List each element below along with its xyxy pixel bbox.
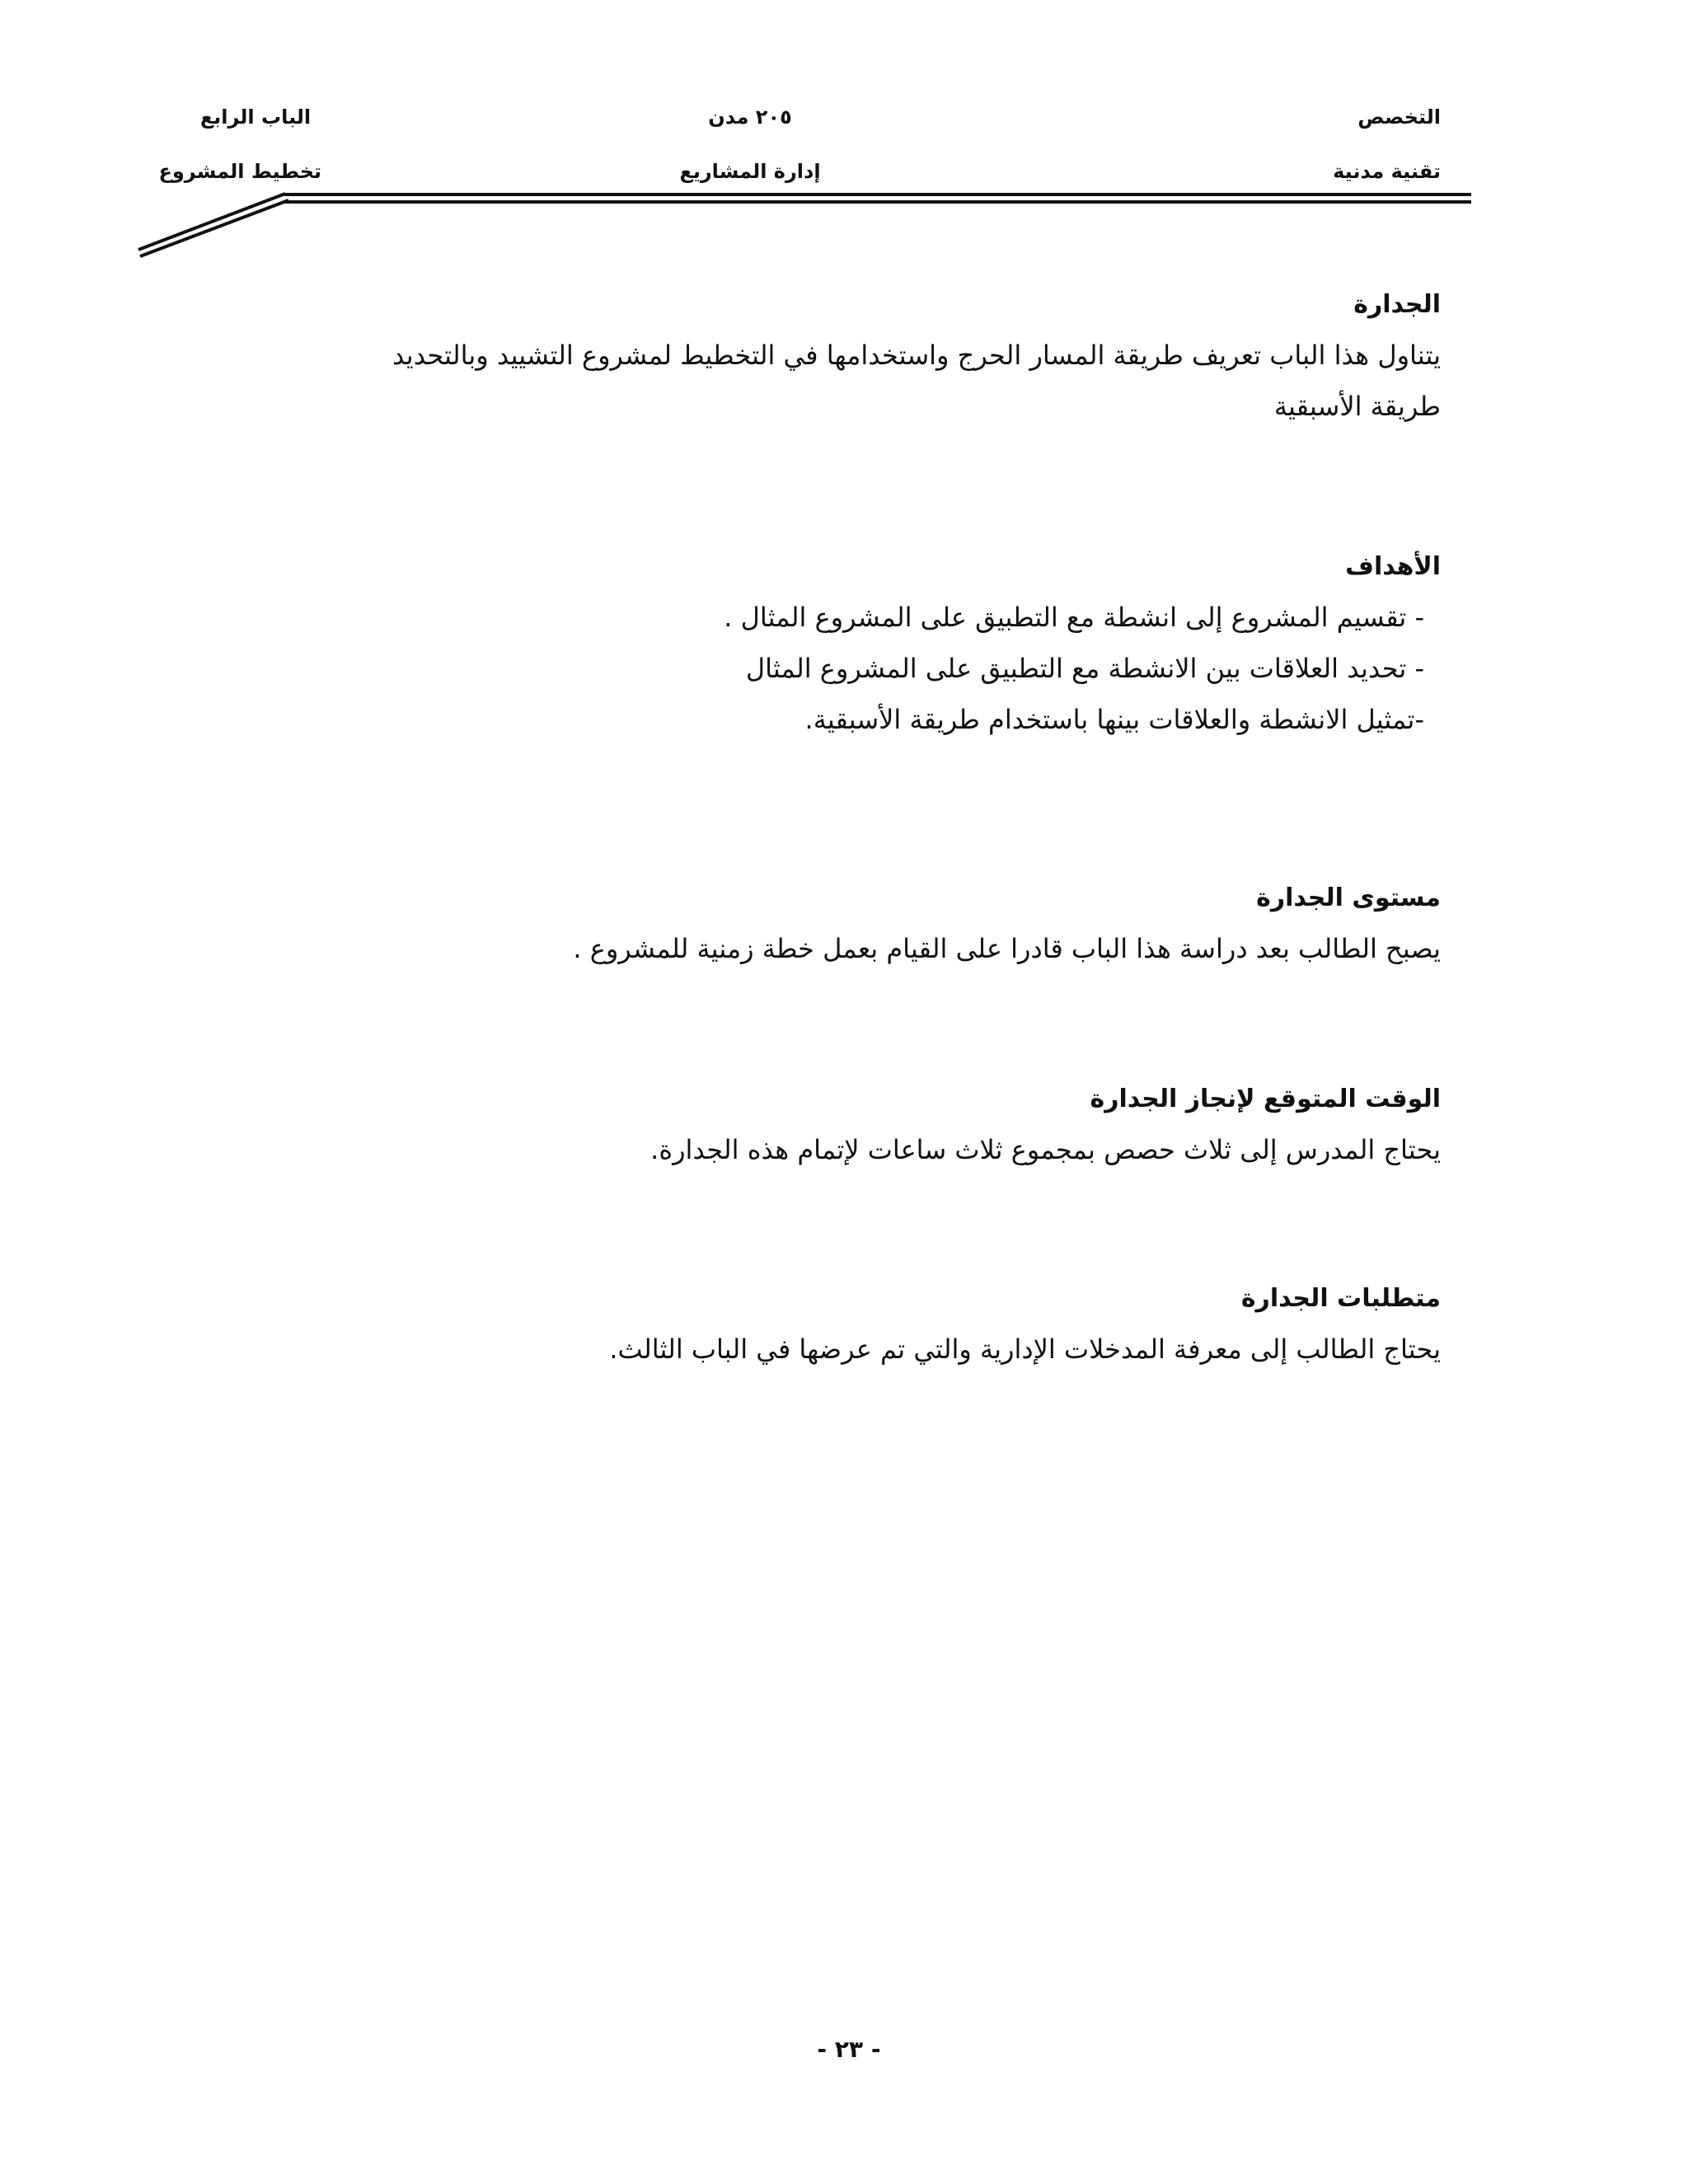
section-time — [89, 1081, 1441, 1175]
header-rule-top — [284, 193, 1471, 196]
objective-item: -تمثيل الانشطة والعلاقات بينها باستخدام طريقة الأسبقية. — [804, 704, 1424, 735]
header-specialty-value: تقنية مدنية — [1333, 160, 1441, 183]
section-title-time: الوقت المتوقع لإنجاز الجدارة — [1090, 1085, 1441, 1113]
section-objectives — [89, 549, 1441, 745]
competency-text-line2: طريقة الأسبقية — [1273, 391, 1441, 422]
objective-item: - تحديد العلاقات بين الانشطة مع التطبيق على المشروع المثال — [745, 653, 1424, 684]
competency-text-line1: يتناول هذا الباب تعريف طريقة المسار الحرج واستخدامها في التخطيط لمشروع التشييد وبالتحديد — [392, 340, 1441, 371]
section-title-level: مستوى الجدارة — [1256, 883, 1441, 912]
section-title-competency: الجدارة — [1353, 290, 1441, 319]
header-course-code: ٢٠٥ مدن — [708, 105, 792, 129]
page-number: - ٢٣ - — [817, 2036, 881, 2063]
header-chapter-label: الباب الرابع — [199, 105, 312, 129]
objective-item: - تقسيم المشروع إلى انشطة مع التطبيق على المشروع المثال . — [724, 602, 1424, 633]
header-diagonal-decoration — [132, 185, 297, 260]
section-requirements — [89, 1281, 1441, 1375]
header-specialty-label: التخصص — [1357, 105, 1441, 129]
requirements-text: يحتاج الطالب إلى معرفة المدخلات الإدارية والتي تم عرضها في الباب الثالث. — [609, 1333, 1441, 1365]
section-title-objectives: الأهداف — [1345, 552, 1441, 581]
section-title-requirements: متطلبات الجدارة — [1240, 1284, 1441, 1313]
header-course-name: إدارة المشاريع — [679, 160, 821, 183]
section-level — [89, 880, 1441, 974]
section-competency — [89, 287, 1441, 432]
header-rule-bottom — [284, 200, 1471, 204]
time-text: يحتاج المدرس إلى ثلاث حصص بمجموع ثلاث ساعات لإتمام هذه الجدارة. — [650, 1134, 1441, 1165]
level-text: يصبح الطالب بعد دراسة هذا الباب قادرا على القيام بعمل خطة زمنية للمشروع . — [573, 933, 1441, 964]
header-chapter-title: تخطيط المشروع — [158, 160, 321, 183]
